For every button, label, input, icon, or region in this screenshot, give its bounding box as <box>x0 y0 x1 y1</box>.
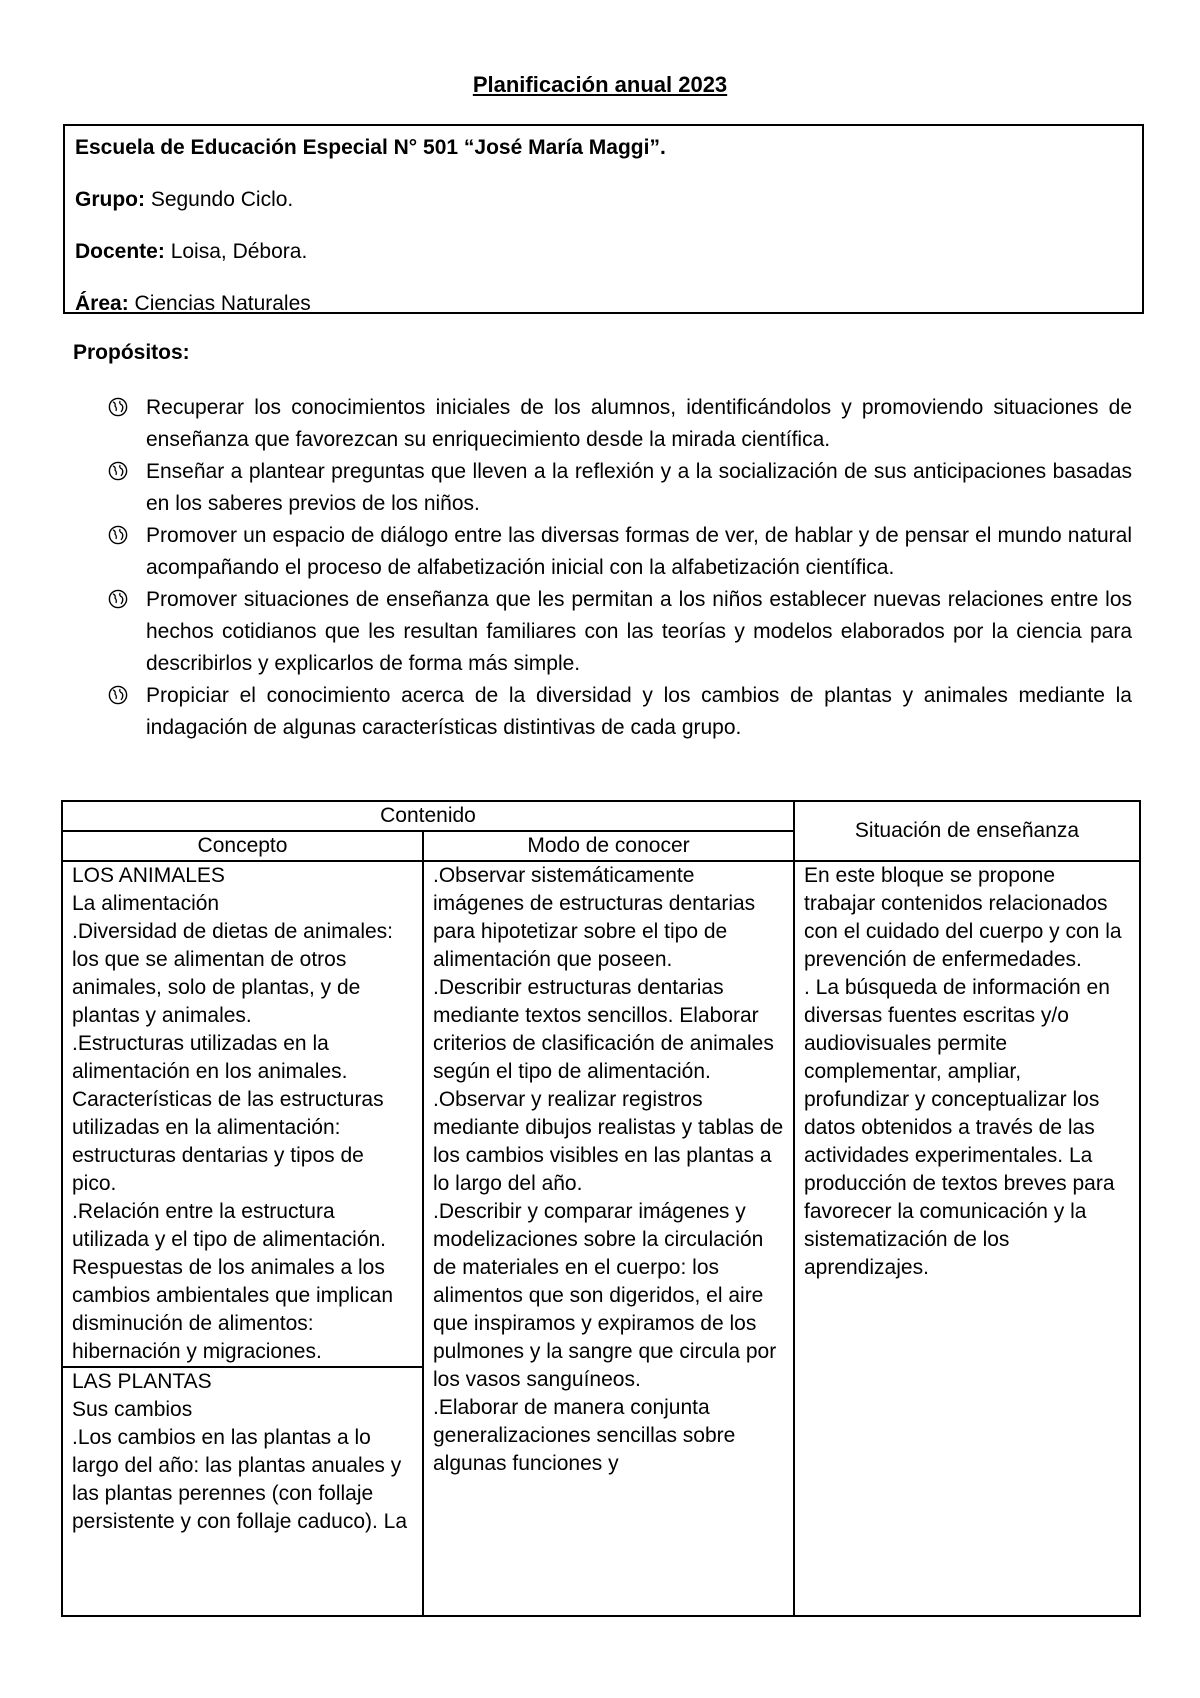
purposes-title: Propósitos: <box>73 341 190 364</box>
globe-icon <box>108 397 128 417</box>
situation-cell: En este bloque se propone trabajar contenidos relacionados con el cuidado del cuerpo y con la prevención de enfermedades. . La búsqueda de información en diversas fuentes escritas y/o audiovisuales permite complementar, ampliar, profundizar y conceptualizar los datos obtenidos a través de las actividades experimentales. La producción de textos breves para favorecer la comunicación y la sistematización de los aprendizajes. <box>794 861 1140 1616</box>
header-content: Contenido <box>62 801 794 831</box>
purpose-item <box>108 456 1132 520</box>
school-name: Escuela de Educación Especial N° 501 “José María Maggi”. <box>75 136 666 159</box>
table-row <box>62 861 1140 1616</box>
purpose-item <box>108 680 1132 744</box>
table-header-row <box>62 801 1140 831</box>
purpose-text: Enseñar a plantear preguntas que lleven a la reflexión y a la socialización de sus anticipaciones basadas en los saberes previos de los niños. <box>146 460 1132 515</box>
purpose-text: Recuperar los conocimientos iniciales de los alumnos, identificándolos y promoviendo situaciones de enseñanza que favorezcan su enriquecimiento desde la mirada científica. <box>146 396 1132 451</box>
header-mode: Modo de conocer <box>423 831 794 861</box>
purpose-text: Propiciar el conocimiento acerca de la diversidad y los cambios de plantas y animales mediante la indagación de algunas características distintivas de cada grupo. <box>146 684 1132 739</box>
globe-icon <box>108 685 128 705</box>
globe-icon <box>108 461 128 481</box>
purposes-list <box>108 392 1132 744</box>
teacher-line <box>75 234 1132 286</box>
header-concept: Concepto <box>62 831 423 861</box>
group-line <box>75 182 1132 234</box>
header-situation: Situación de enseñanza <box>794 801 1140 861</box>
concept-animals: LOS ANIMALES La alimentación .Diversidad de dietas de animales: los que se alimentan de otros animales, solo de plantas, y de plantas y animales. .Estructuras utilizadas en la alimentación en los animales. Características de las estructuras utilizadas en la alimentación: estructuras dentarias y tipos de pico. .Relación entre la estructura utilizada y el tipo de alimentación. Respuestas de los animales a los cambios ambientales que implican disminución de alimentos: hibernación y migraciones. <box>72 864 394 1363</box>
area-line <box>75 286 1132 338</box>
group-value: Segundo Ciclo. <box>144 188 294 211</box>
content-table <box>61 800 1141 1617</box>
area-label: Área: <box>75 292 129 315</box>
page-title: Planificación anual 2023 <box>472 72 728 97</box>
purpose-item <box>108 584 1132 680</box>
concept-cell <box>62 861 423 1616</box>
purpose-item <box>108 392 1132 456</box>
teacher-label: Docente: <box>75 240 165 263</box>
school-name-line <box>75 130 1132 182</box>
area-value: Ciencias Naturales <box>128 292 311 315</box>
school-info-box <box>63 124 1144 314</box>
teacher-value: Loisa, Débora. <box>164 240 308 263</box>
purpose-text: Promover situaciones de enseñanza que les permitan a los niños establecer nuevas relaciones entre los hechos cotidianos que les resultan familiares con las teorías y modelos elaborados por la ciencia para describirlos y explicarlos de forma más simple. <box>146 588 1132 675</box>
globe-icon <box>108 589 128 609</box>
purpose-item <box>108 520 1132 584</box>
group-label: Grupo: <box>75 188 145 211</box>
purpose-text: Promover un espacio de diálogo entre las diversas formas de ver, de hablar y de pensar el mundo natural acompañando el proceso de alfabetización inicial con la alfabetización científica. <box>146 524 1132 579</box>
concept-plants: LAS PLANTAS Sus cambios .Los cambios en las plantas a lo largo del año: las plantas anuales y las plantas perennes (con follaje persistente y con follaje caduco). La <box>63 1366 422 1536</box>
globe-icon <box>108 525 128 545</box>
mode-cell: .Observar sistemáticamente imágenes de estructuras dentarias para hipotetizar sobre el tipo de alimentación que poseen. .Describir estructuras dentarias mediante textos sencillos. Elaborar criterios de clasificación de animales según el tipo de alimentación. .Observar y realizar registros mediante dibujos realistas y tablas de los cambios visibles en las plantas a lo largo del año. .Describir y comparar imágenes y modelizaciones sobre la circulación de materiales en el cuerpo: los alimentos que son digeridos, el aire que inspiramos y expiramos de los pulmones y la sangre que circula por los vasos sanguíneos. .Elaborar de manera conjunta generalizaciones sencillas sobre algunas funciones y <box>423 861 794 1616</box>
